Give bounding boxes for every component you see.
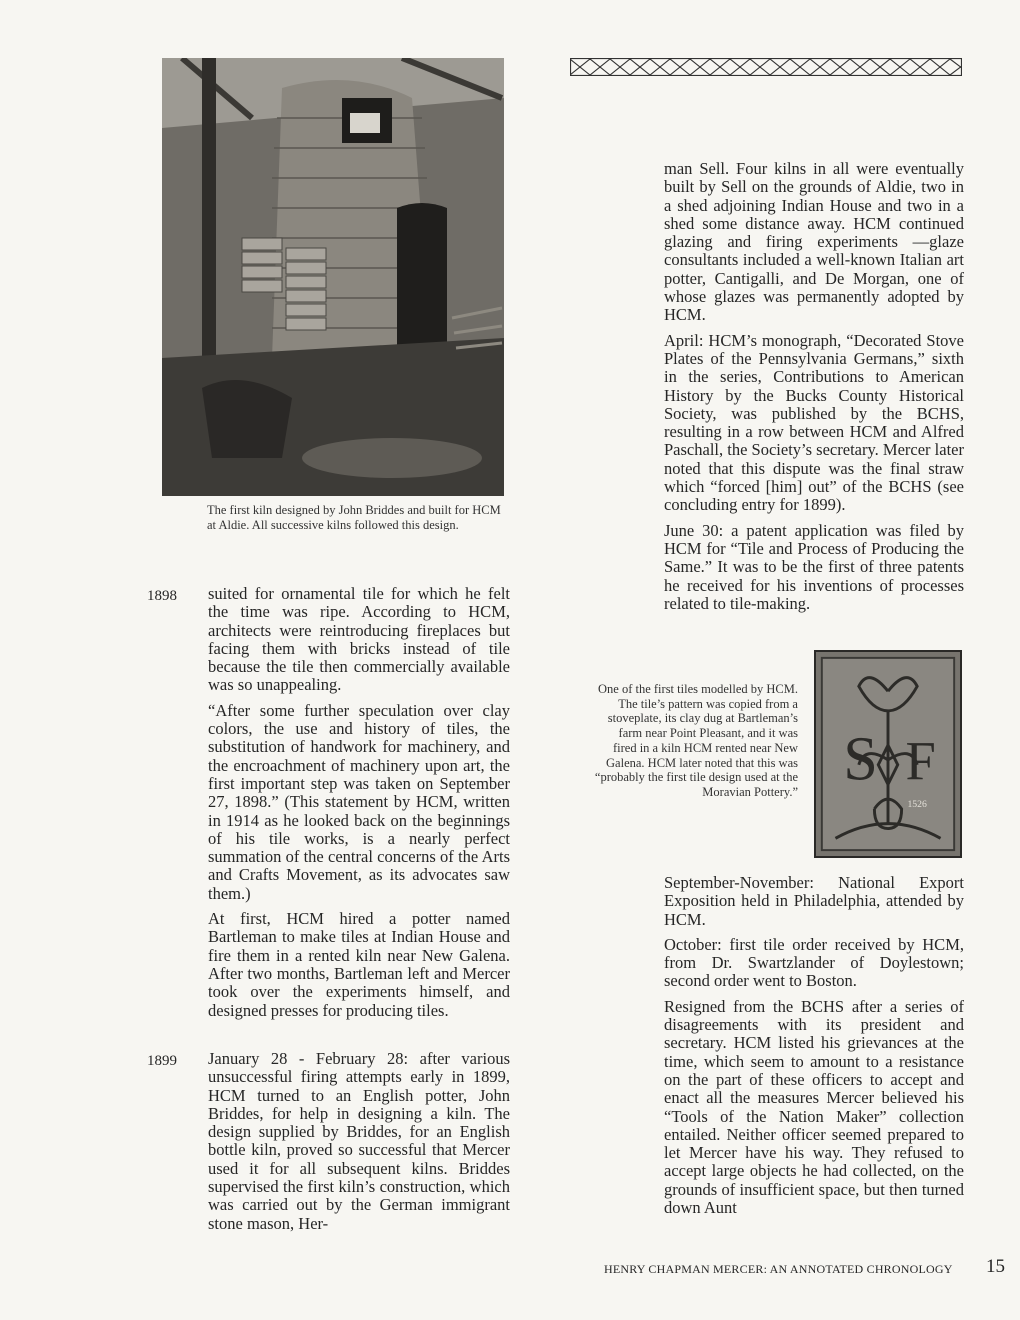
paragraph: At first, HCM hired a potter named Bartleman to make tiles at Indian House and fire them in a rented kiln near New Galena. After two months, Bartleman left and Mercer took over the experiments himself, and designed presses for producing tiles. — [208, 909, 510, 1020]
year-label-1898: 1898 — [147, 588, 177, 604]
tile-illustration — [816, 652, 960, 856]
page-number: 15 — [986, 1256, 1005, 1277]
tile-letter-f: F — [905, 730, 936, 792]
paragraph: October: first tile order received by HCM, from Dr. Swartzlander of Doylestown; second order went to Boston. — [664, 934, 964, 991]
tile-date: 1526 — [907, 798, 927, 810]
entry-1899 — [208, 1050, 510, 1240]
paragraph: April: HCM’s monograph, “Decorated Stove Plates of the Pennsylvania Germans,” sixth in the series, Contributions to American History by the Bucks County Historical Society, was published by the BCHS, resulting in a row between HCM and Alfred Paschall, the Society’s secretary. Mercer later noted that this dispute was the final straw which “forced [him] out” of the BCHS (see concluding entry for 1899). — [664, 330, 964, 515]
entry-1898 — [208, 585, 510, 1027]
kiln-photo — [162, 58, 504, 496]
kiln-illustration — [162, 58, 504, 496]
tile-caption: One of the first tiles modelled by HCM. The tile’s pattern was copied from a stoveplate, its clay dug at Bartleman’s farm near Point Pleasant, and it was fired in a kiln HCM rented near New Galena. HCM later noted that this was “probably the first tile design used at the Moravian Pottery.” — [594, 682, 798, 799]
running-title: HENRY CHAPMAN MERCER: AN ANNOTATED CHRONOLOGY — [604, 1262, 953, 1276]
paragraph: “After some further speculation over clay colors, the use and history of tiles, the substitution of handwork for machinery, and the encroachment of machinery upon art, the first important step was taken on September 27, 1898.” (This statement by HCM, written in 1914 as he looked back on the beginnings of his tile works, is a nearly perfect summation of the central concerns of the Arts and Crafts Movement, as its advocates saw them.) — [208, 700, 510, 903]
tile-letter-s: S — [843, 723, 878, 794]
right-column-top — [664, 160, 964, 620]
paragraph: September-November: National Export Exposition held in Philadelphia, attended by HCM. — [664, 873, 964, 929]
decorative-border — [570, 58, 962, 76]
photo-caption: The first kiln designed by John Briddes and built for HCM at Aldie. All successive kilns followed this design. — [207, 503, 501, 532]
year-label-1899: 1899 — [147, 1053, 177, 1069]
paragraph: Resigned from the BCHS after a series of disagreements with its president and secretary. HCM listed his grievances at the time, which seem to amount to a resistance on the part of these officers to accept and enact all the measures Mercer believed his “Tools of the Nation Maker” collection entailed. Neither officer seemed prepared to let Mercer have his way. They refused to accept large objects he had collected, on the grounds of insufficient space, but then turned down Aunt — [664, 996, 964, 1218]
paragraph: January 28 - February 28: after various unsuccessful firing attempts early in 1899, HCM turned to an English potter, John Briddes, for help in designing a kiln. The design supplied by Briddes, for an English bottle kiln, proved so successful that Mercer used it for all subsequent kilns. Briddes supervised the first kiln’s construction, which was carried out by the German immigrant stone mason, Her- — [208, 1049, 510, 1233]
right-column-bottom — [664, 874, 964, 1224]
paragraph: suited for ornamental tile for which he felt the time was ripe. According to HCM, architects were reintroducing fireplaces but facing them with bricks instead of tile because the tile then commercially available was so unappealing. — [208, 584, 510, 695]
paragraph: June 30: a patent application was filed by HCM for “Tile and Process of Producing the Same.” It was to be the first of three patents he received for his inventions of processes related to tile-making. — [664, 520, 964, 613]
paragraph: man Sell. Four kilns in all were eventually built by Sell on the grounds of Aldie, two in a shed adjoining Indian House and two in a shed some distance away. HCM continued glazing and firing experiments —glaze consultants included a well-known Italian art potter, Cantigalli, and De Morgan, one of whose glazes was permanently adopted by HCM. — [664, 159, 964, 325]
tile-photo — [814, 650, 962, 858]
